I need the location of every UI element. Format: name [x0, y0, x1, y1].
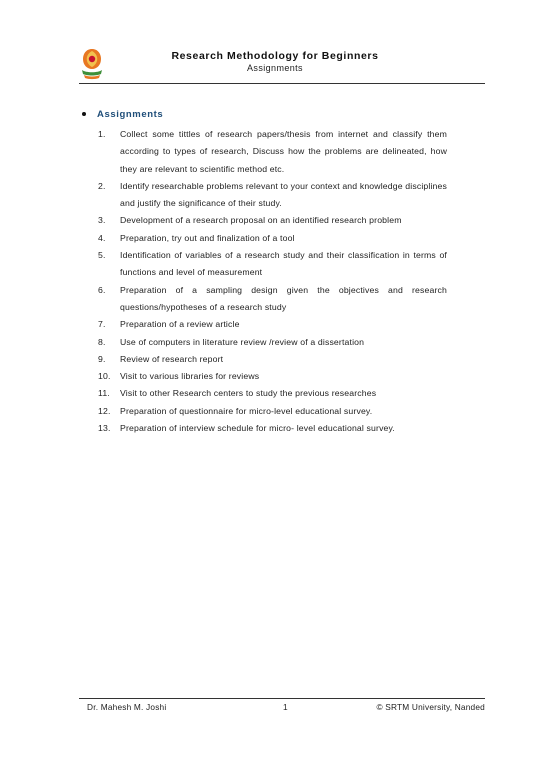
- list-item: [79, 282, 449, 317]
- item-number: 3.: [98, 215, 106, 226]
- assignments-section: [79, 107, 449, 437]
- item-text: Preparation of a review article: [120, 319, 240, 330]
- item-text: Visit to various libraries for reviews: [120, 371, 260, 382]
- item-text: Preparation of questionnaire for micro-level educational survey.: [120, 405, 373, 416]
- list-item: [79, 316, 449, 333]
- list-item: [79, 178, 449, 213]
- item-number: 9.: [98, 353, 106, 364]
- item-number: 6.: [98, 284, 106, 295]
- item-number: 10.: [98, 371, 111, 382]
- list-item: [79, 126, 449, 178]
- item-text: Visit to other Research centers to study the previous researches: [120, 388, 377, 399]
- item-text: Identify researchable problems relevant to your context and knowledge disciplines and justify the significance of their study.: [120, 180, 448, 209]
- item-text: Review of research report: [120, 353, 224, 364]
- item-text: Collect some tittles of research papers/thesis from internet and classify them according to types of research, Discuss how the problems are delineated, how they are relevant to scientific method etc.: [120, 129, 447, 174]
- list-item: [79, 230, 449, 247]
- list-item: [79, 403, 449, 420]
- item-text: Preparation of interview schedule for micro- level educational survey.: [120, 423, 395, 434]
- list-item: [79, 385, 449, 402]
- list-item: [79, 420, 449, 437]
- item-text: Preparation, try out and finalization of a tool: [120, 232, 295, 243]
- header-divider: [79, 83, 485, 84]
- item-text: Development of a research proposal on an identified research problem: [120, 215, 402, 226]
- list-item: [79, 247, 449, 282]
- item-text: Preparation of a sampling design given the objectives and research questions/hypotheses of a research study: [120, 284, 447, 312]
- item-number: 7.: [98, 319, 106, 330]
- item-text: Identification of variables of a research study and their classification in terms of functions and level of measurement: [120, 250, 447, 278]
- item-number: 5.: [98, 250, 106, 261]
- section-title: Assignments: [97, 108, 164, 120]
- page-number: 1: [283, 702, 288, 712]
- page-header: [0, 50, 550, 73]
- list-item: [79, 212, 449, 229]
- footer-copyright: © SRTM University, Nanded: [376, 702, 485, 712]
- footer-divider: [79, 698, 485, 699]
- item-number: 8.: [98, 336, 106, 347]
- document-subtitle: Assignments: [247, 63, 303, 73]
- section-heading: [79, 107, 449, 121]
- item-number: 13.: [98, 423, 111, 434]
- item-number: 2.: [98, 180, 106, 191]
- assignment-list: [79, 126, 449, 437]
- bullet-icon: [82, 112, 86, 116]
- document-title: Research Methodology for Beginners: [171, 50, 379, 62]
- footer-author: Dr. Mahesh M. Joshi: [87, 702, 167, 712]
- item-number: 11.: [98, 388, 110, 399]
- list-item: [79, 368, 449, 385]
- page-footer: [79, 702, 485, 716]
- item-number: 1.: [98, 129, 106, 139]
- item-text: Use of computers in literature review /review of a dissertation: [120, 336, 365, 347]
- list-item: [79, 334, 449, 351]
- list-item: [79, 351, 449, 368]
- item-number: 12.: [98, 405, 111, 416]
- item-number: 4.: [98, 232, 106, 243]
